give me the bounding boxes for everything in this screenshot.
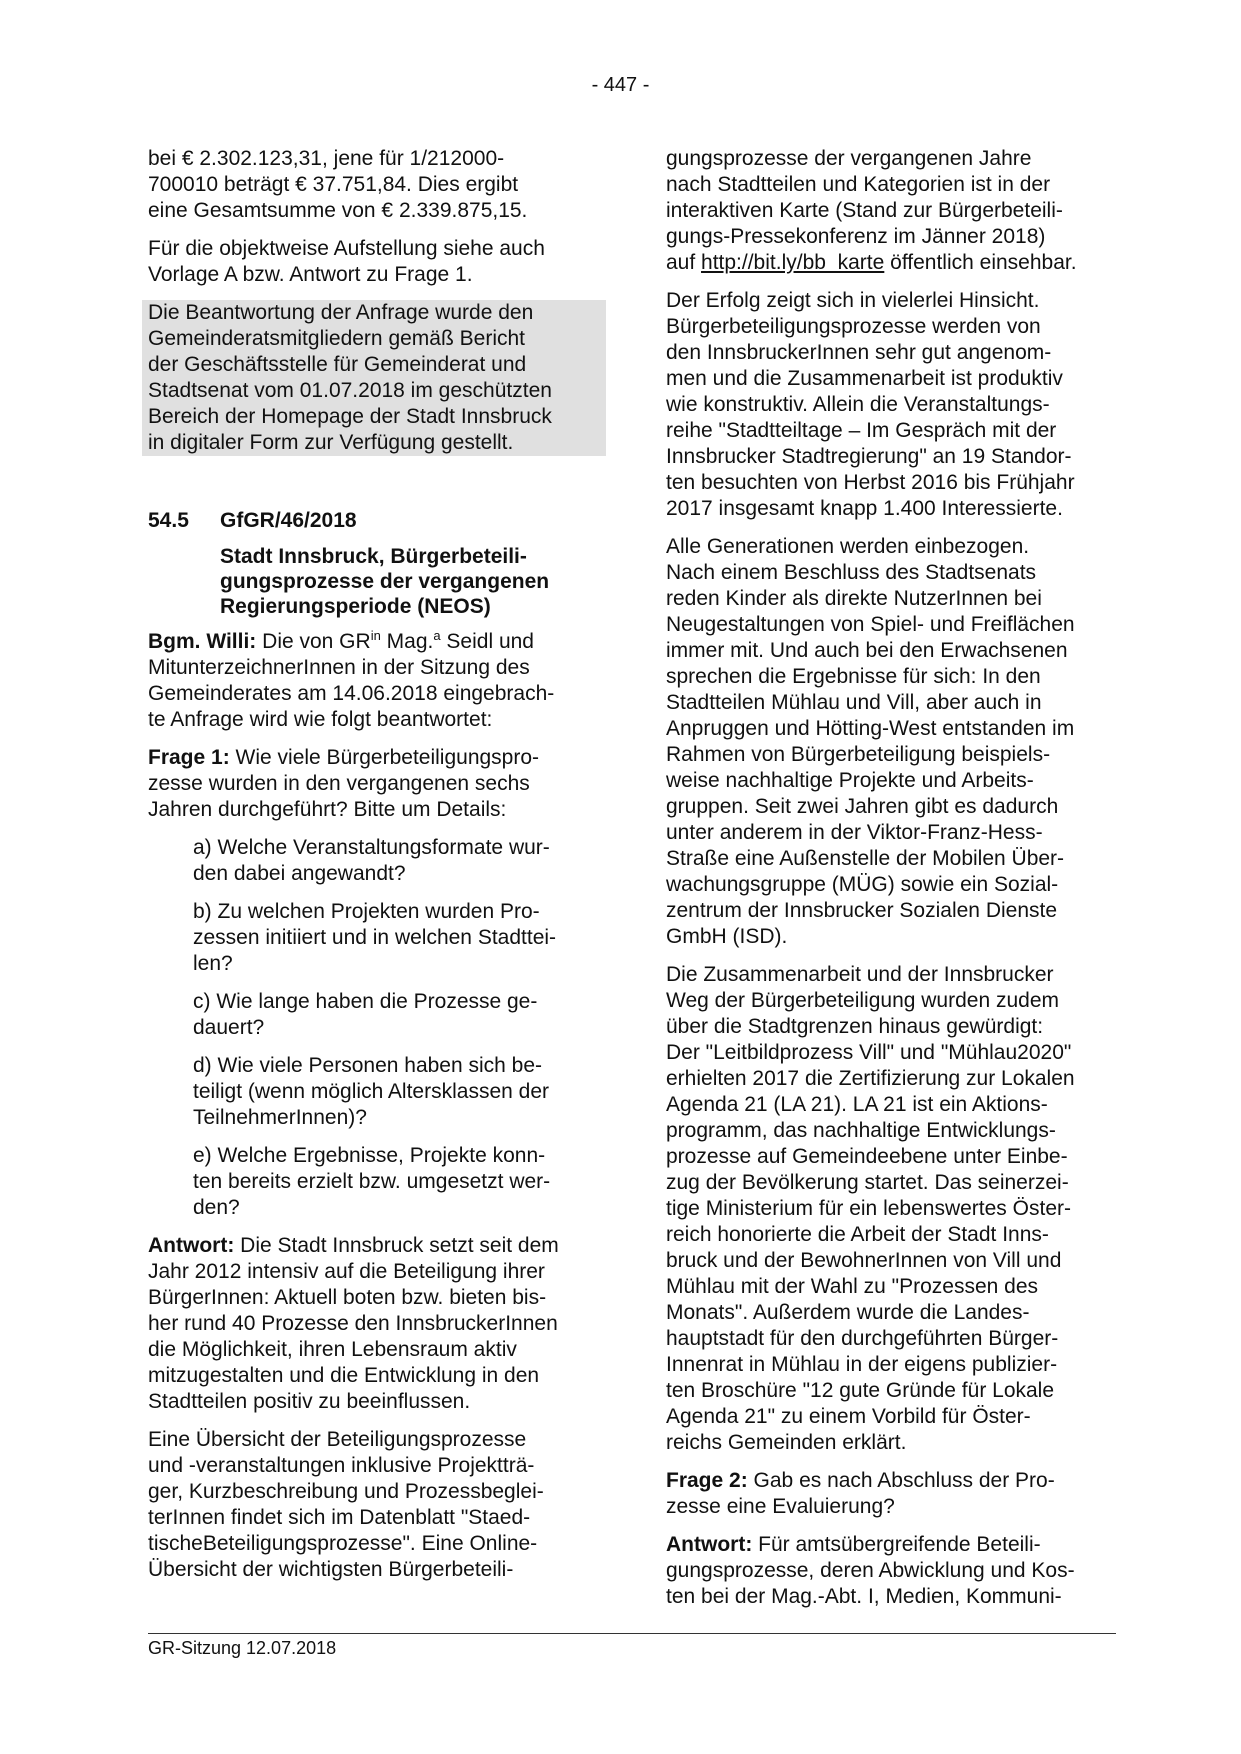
text-line: Anpruggen und Hötting-West entstanden im (666, 717, 1075, 740)
speaker-label: Bgm. Willi: (148, 630, 257, 653)
sub-question (193, 835, 600, 887)
paragraph (666, 288, 1126, 522)
answer-label: Antwort: (148, 1234, 235, 1257)
text-line: Der Erfolg zeigt sich in vielerlei Hinsicht. (666, 289, 1040, 312)
text-line: zesse eine Evaluierung? (666, 1495, 895, 1518)
text-line: Stadtteilen positiv zu beeinflussen. (148, 1390, 471, 1413)
paragraph (666, 534, 1126, 950)
text-line: zentrum der Innsbrucker Sozialen Dienste (666, 899, 1058, 922)
text-line: Bürgerbeteiligungsprozesse werden von (666, 315, 1041, 338)
text-line: gungsprozesse der vergangenen Jahre (666, 147, 1032, 170)
text-line: reich honorierte die Arbeit der Stadt Inns- (666, 1223, 1049, 1246)
paragraph (666, 146, 1126, 276)
paragraph (666, 1532, 1126, 1610)
text-line: Die Zusammenarbeit und der Innsbrucker (666, 963, 1054, 986)
text-line: te Anfrage wird wie folgt beantwortet: (148, 708, 493, 731)
text-line: MitunterzeichnerInnen in der Sitzung des (148, 656, 530, 679)
text-line: Mühlau mit der Wahl zu "Prozessen des (666, 1275, 1039, 1298)
sub-question (193, 1053, 600, 1131)
text-run: Die von GR (256, 630, 371, 653)
text-line: tischeBeteiligungsprozesse". Eine Online- (148, 1532, 538, 1555)
map-link[interactable]: http://bit.ly/bb_karte (701, 251, 885, 274)
text-line: Vorlage A bzw. Antwort zu Frage 1. (148, 263, 473, 286)
text-line: weise nachhaltige Projekte und Arbeits- (666, 769, 1034, 792)
text-line: Stadtsenat vom 01.07.2018 im geschützten (148, 379, 552, 402)
text-line: Der "Leitbildprozess Vill" und "Mühlau2020" (666, 1041, 1072, 1064)
text-line: den InnsbruckerInnen sehr gut angenom- (666, 341, 1052, 364)
text-line: über die Stadtgrenzen hinaus gewürdigt: (666, 1015, 1044, 1038)
text-lines (148, 1259, 600, 1415)
text-line: TeilnehmerInnen)? (193, 1106, 367, 1129)
text-line: len? (193, 952, 233, 975)
text-line: 700010 beträgt € 37.751,84. Dies ergibt (148, 173, 519, 196)
text-run: Gab es nach Abschluss der Pro- (747, 1469, 1055, 1492)
text-line: programm, das nachhaltige Entwicklungs- (666, 1119, 1056, 1142)
text-line: Neugestaltungen von Spiel- und Freiflächen (666, 613, 1075, 636)
text-line: Straße eine Außenstelle der Mobilen Über- (666, 847, 1065, 870)
text-line: her rund 40 Prozesse den InnsbruckerInnen (148, 1312, 558, 1335)
text-line: Regierungsperiode (NEOS) (220, 595, 491, 618)
text-line: terInnen findet sich im Datenblatt "Staed- (148, 1506, 531, 1529)
paragraph (148, 629, 600, 733)
text-line: Die Beantwortung der Anfrage wurde den (148, 301, 534, 324)
paragraph (148, 146, 600, 224)
footer-text: GR-Sitzung 12.07.2018 (148, 1638, 337, 1658)
text-line: reichs Gemeinden erklärt. (666, 1431, 907, 1454)
text-line: hauptstadt für den durchgeführten Bürger- (666, 1327, 1059, 1350)
question-label: Frage 2: (666, 1469, 748, 1492)
text-lines (148, 771, 600, 823)
text-line: dauert? (193, 1016, 265, 1039)
paragraph (666, 1468, 1126, 1520)
text-lines (666, 146, 1126, 250)
text-line: reden Kinder als direkte NutzerInnen bei (666, 587, 1042, 610)
text-line: prozesse auf Gemeindeebene unter Einbe- (666, 1145, 1068, 1168)
text-run: öffentlich einsehbar. (884, 251, 1077, 274)
section-title (220, 544, 600, 619)
text-line: Agenda 21 (LA 21). LA 21 ist ein Aktions- (666, 1093, 1048, 1116)
question-label: Frage 1: (148, 746, 230, 769)
section-number: 54.5 (148, 509, 189, 532)
text-line: Stadtteilen Mühlau und Vill, aber auch in (666, 691, 1042, 714)
paragraph (148, 745, 600, 823)
text-line: Gemeinderates am 14.06.2018 eingebrach- (148, 682, 555, 705)
text-line: GmbH (ISD). (666, 925, 788, 948)
text-line: Innenrat in Mühlau in der eigens publizier- (666, 1353, 1058, 1376)
text-line: Alle Generationen werden einbezogen. (666, 535, 1030, 558)
paragraph (148, 1233, 600, 1415)
text-line: die Möglichkeit, ihren Lebensraum aktiv (148, 1338, 517, 1361)
text-line: gruppen. Seit zwei Jahren gibt es dadurch (666, 795, 1059, 818)
text-line: gungs-Pressekonferenz im Jänner 2018) (666, 225, 1046, 248)
paragraph (666, 962, 1126, 1456)
text-line: sprechen die Ergebnisse für sich: In den (666, 665, 1041, 688)
text-line: teiligt (wenn möglich Altersklassen der (193, 1080, 549, 1103)
text-line: der Geschäftsstelle für Gemeinderat und (148, 353, 527, 376)
text-line: d) Wie viele Personen haben sich be- (193, 1054, 543, 1077)
superscript: in (370, 628, 381, 643)
text-line: e) Welche Ergebnisse, Projekte konn- (193, 1144, 546, 1167)
text-lines (666, 1494, 1126, 1520)
text-run: Die Stadt Innsbruck setzt seit dem (234, 1234, 559, 1257)
footer-divider (148, 1633, 1116, 1634)
text-line: Monats". Außerdem wurde die Landes- (666, 1301, 1030, 1324)
text-line: c) Wie lange haben die Prozesse ge- (193, 990, 538, 1013)
text-line: Für die objektweise Aufstellung siehe auch (148, 237, 545, 260)
text-lines (666, 1558, 1126, 1610)
text-line: men und die Zusammenarbeit ist produktiv (666, 367, 1063, 390)
text-run: Mag. (380, 630, 434, 653)
text-lines (148, 655, 600, 733)
text-line: ten besuchten von Herbst 2016 bis Frühjahr (666, 471, 1075, 494)
text-line: gungsprozesse, deren Abwicklung und Kos- (666, 1559, 1075, 1582)
text-line: ger, Kurzbeschreibung und Prozessbeglei- (148, 1480, 544, 1503)
text-line: Weg der Bürgerbeteiligung wurden zudem (666, 989, 1060, 1012)
superscript: a (433, 628, 441, 643)
text-line: Agenda 21" zu einem Vorbild für Öster- (666, 1405, 1031, 1428)
text-line: in digitaler Form zur Verfügung gestellt. (148, 431, 514, 454)
text-line: nach Stadtteilen und Kategorien ist in der (666, 173, 1051, 196)
section-code: GfGR/46/2018 (220, 509, 357, 532)
text-line: und -veranstaltungen inklusive Projektträ- (148, 1454, 535, 1477)
text-line: bei € 2.302.123,31, jene für 1/212000- (148, 147, 505, 170)
text-line: Jahr 2012 intensiv auf die Beteiligung ihrer (148, 1260, 545, 1283)
text-line: a) Welche Veranstaltungsformate wur- (193, 836, 550, 859)
text-line: interaktiven Karte (Stand zur Bürgerbeteili- (666, 199, 1063, 222)
text-line: immer mit. Und auch bei den Erwachsenen (666, 639, 1068, 662)
paragraph (148, 1427, 600, 1583)
text-line: Eine Übersicht der Beteiligungsprozesse (148, 1428, 527, 1451)
text-line: BürgerInnen: Aktuell boten bzw. bieten bis- (148, 1286, 547, 1309)
text-line: wie konstruktiv. Allein die Veranstaltungs- (666, 393, 1050, 416)
answer-label: Antwort: (666, 1533, 753, 1556)
text-line: den? (193, 1196, 240, 1219)
sub-question (193, 1143, 600, 1221)
section-heading (148, 508, 600, 534)
right-column (666, 146, 1126, 1622)
sub-question (193, 989, 600, 1041)
text-line: unter anderem in der Viktor-Franz-Hess- (666, 821, 1043, 844)
text-line: Rahmen von Bürgerbeteiligung beispiels- (666, 743, 1051, 766)
text-line: Gemeinderatsmitgliedern gemäß Bericht (148, 327, 525, 350)
text-run: auf (666, 251, 702, 274)
text-run: Wie viele Bürgerbeteiligungspro- (229, 746, 540, 769)
text-line: Jahren durchgeführt? Bitte um Details: (148, 798, 507, 821)
sub-question (193, 899, 600, 977)
text-run: Für amtsübergreifende Beteili- (752, 1533, 1041, 1556)
text-line: Nach einem Beschluss des Stadtsenats (666, 561, 1037, 584)
text-line: eine Gesamtsumme von € 2.339.875,15. (148, 199, 528, 222)
text-line: b) Zu welchen Projekten wurden Pro- (193, 900, 540, 923)
text-line: reihe "Stadtteiltage – Im Gespräch mit der (666, 419, 1057, 442)
text-line: Innsbrucker Stadtregierung" an 19 Standor- (666, 445, 1072, 468)
paragraph (148, 236, 600, 288)
text-line: zesse wurden in den vergangenen sechs (148, 772, 530, 795)
text-line: wachungsgruppe (MÜG) sowie ein Sozial- (666, 873, 1059, 896)
text-line: Übersicht der wichtigsten Bürgerbeteili- (148, 1558, 514, 1581)
text-line: 2017 insgesamt knapp 1.400 Interessierte. (666, 497, 1063, 520)
text-line: tige Ministerium für ein lebenswertes Öster- (666, 1197, 1071, 1220)
text-line: den dabei angewandt? (193, 862, 406, 885)
text-line: erhielten 2017 die Zertifizierung zur Lokalen (666, 1067, 1075, 1090)
text-line: Bereich der Homepage der Stadt Innsbruck (148, 405, 552, 428)
page-number: - 447 - (591, 74, 650, 96)
text-line: bruck und der BewohnerInnen von Vill und (666, 1249, 1062, 1272)
text-line: zessen initiiert und in welchen Stadttei- (193, 926, 557, 949)
text-line: Stadt Innsbruck, Bürgerbeteili- (220, 545, 527, 568)
text-line: ten bei der Mag.-Abt. I, Medien, Kommuni- (666, 1585, 1062, 1608)
highlighted-notice (142, 300, 606, 456)
text-line: ten bereits erzielt bzw. umgesetzt wer- (193, 1170, 551, 1193)
text-line: mitzugestalten und die Entwicklung in den (148, 1364, 540, 1387)
text-run: Seidl und (440, 630, 534, 653)
text-line: ten Broschüre "12 gute Gründe für Lokale (666, 1379, 1055, 1402)
left-column (148, 146, 600, 1595)
text-line: zug der Bevölkerung startet. Das seinerzei- (666, 1171, 1069, 1194)
text-line: gungsprozesse der vergangenen (220, 570, 550, 593)
